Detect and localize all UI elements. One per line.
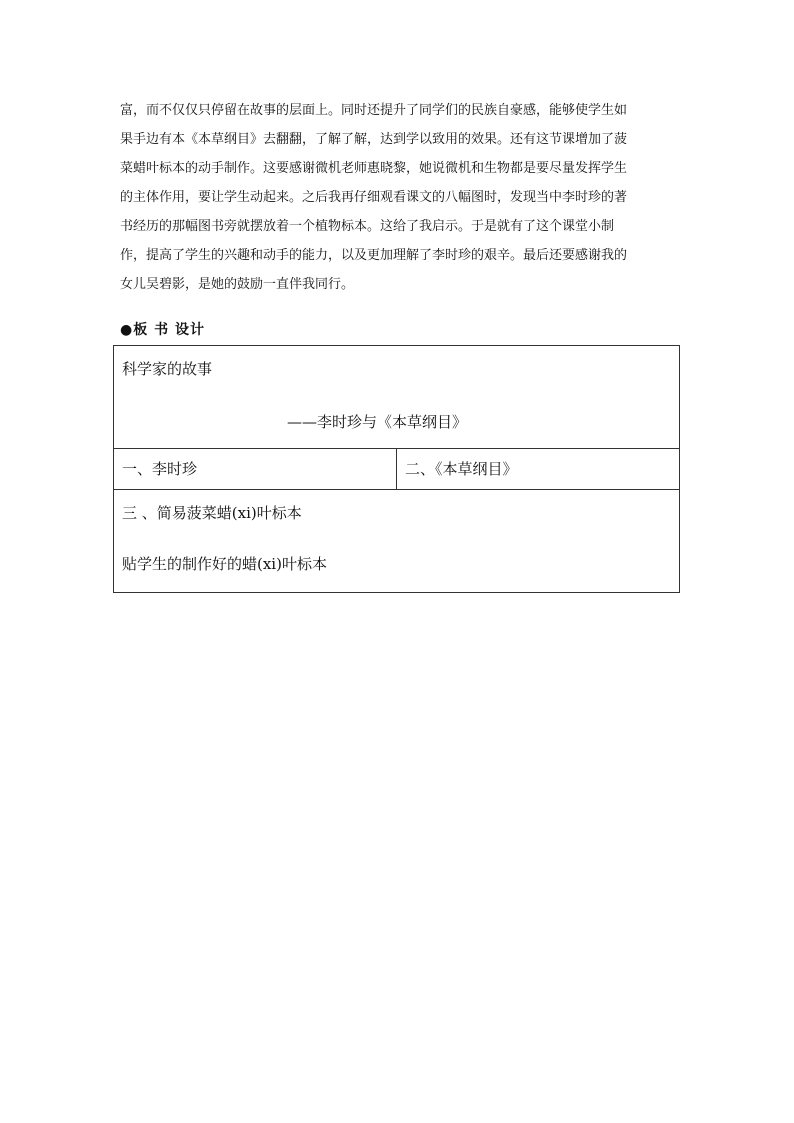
board-design-table [113, 345, 680, 593]
paragraph-line: 的主体作用，要让学生动起来。之后我再仔细观看课文的八幅图时，发现当中李时珍的著 [120, 190, 628, 205]
paragraph-line: 富，而不仅仅只停留在故事的层面上。同时还提升了同学们的民族自豪感，能够使学生如 [120, 103, 628, 118]
reflection-paragraph [120, 96, 680, 299]
board-design-heading: ●板 书 设计 [120, 322, 205, 338]
board-item-bencao-gangmu: 二、《本草纲目》 [397, 449, 680, 490]
board-item-li-shizhen: 一、李时珍 [114, 449, 397, 490]
paragraph-line: 菜蜡叶标本的动手制作。这要感谢微机老师惠晓黎，她说微机和生物都是要尽量发挥学生 [120, 161, 628, 176]
paragraph-line: 作，提高了学生的兴趣和动手的能力，以及更加理解了李时珍的艰辛。最后还要感谢我的 [120, 248, 628, 263]
board-bottom-cell [114, 490, 680, 593]
paragraph-line: 果手边有本《本草纲目》去翻翻，了解了解，达到学以致用的效果。还有这节课增加了菠 [120, 132, 628, 147]
paragraph-line: 书经历的那幅图书旁就摆放着一个植物标本。这给了我启示。于是就有了这个课堂小制 [120, 219, 615, 234]
board-subtitle: ——李时珍与《本草纲目》 [287, 413, 468, 431]
board-items-row [114, 449, 680, 490]
paragraph-line: 女儿吴碧影，是她的鼓励一直伴我同行。 [120, 277, 355, 292]
board-note: 贴学生的制作好的蜡(xi)叶标本 [122, 555, 327, 573]
board-bottom-row [114, 490, 680, 593]
board-title: 科学家的故事 [122, 360, 213, 378]
board-title-row [114, 346, 680, 449]
board-item-specimen: 三 、简易菠菜蜡(xi)叶标本 [122, 504, 302, 522]
board-title-cell [114, 346, 680, 449]
